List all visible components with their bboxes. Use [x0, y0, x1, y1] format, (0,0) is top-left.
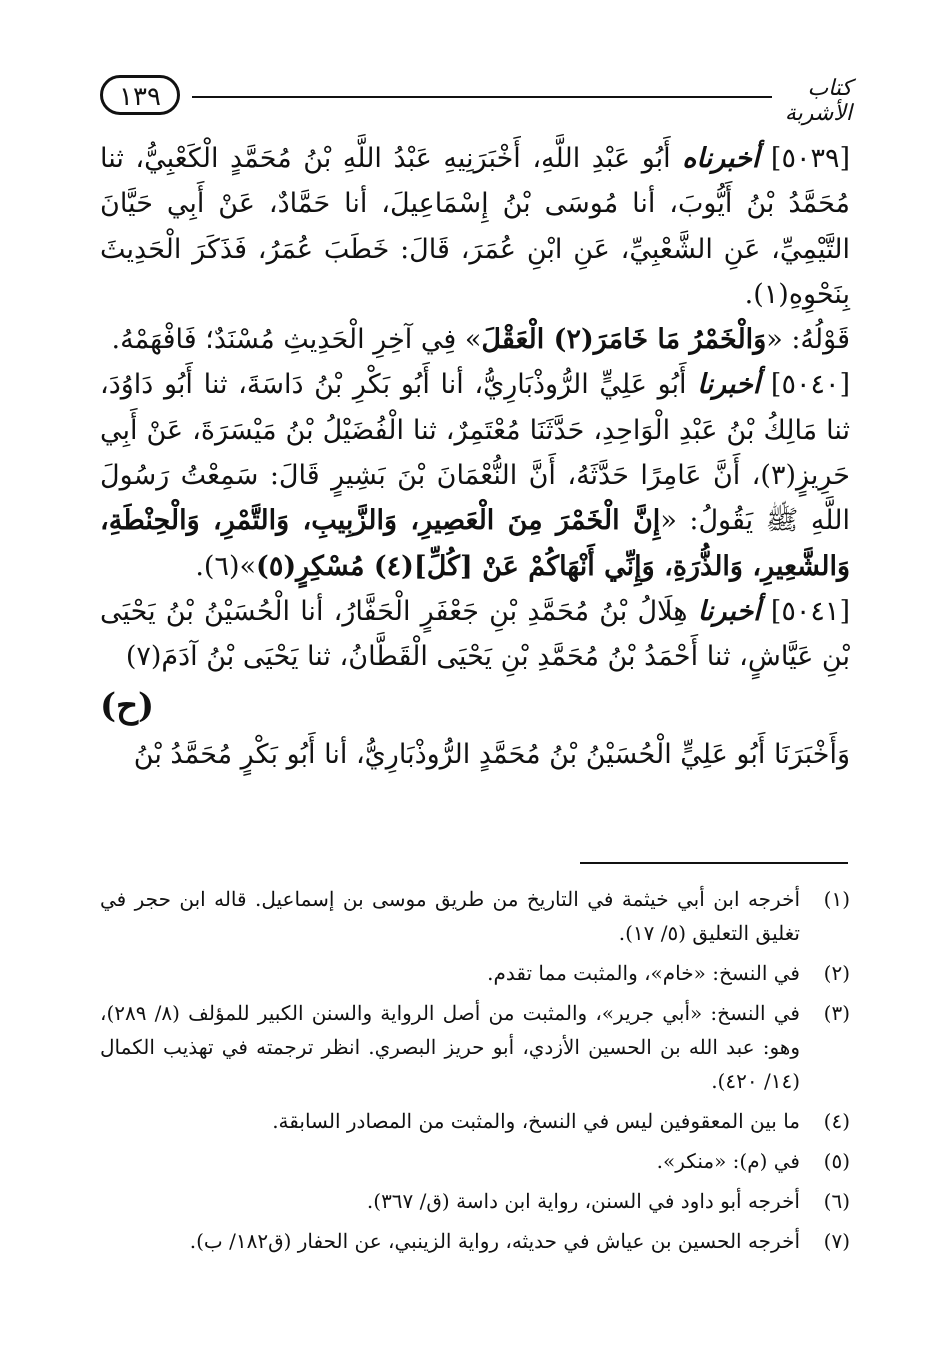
- footnote-number: (٣): [823, 1001, 850, 1025]
- footnote: [100, 956, 850, 990]
- footnote-number: (٦): [823, 1189, 850, 1213]
- hadith-lead: أخبرناه: [682, 143, 760, 174]
- hadith-lead: أخبرنا: [697, 595, 761, 627]
- page-number: ١٣٩: [100, 75, 180, 115]
- footnote-number: (٧): [823, 1229, 850, 1253]
- hadith-lead: أخبرنا: [697, 369, 761, 401]
- hadith-end: »(٦).: [195, 550, 257, 582]
- qawl-note: [100, 317, 850, 362]
- hadith-5041: [100, 589, 850, 777]
- footnote-number: (٤): [823, 1109, 850, 1133]
- ha-marker: (ح): [100, 685, 155, 726]
- footnote: [100, 1224, 850, 1258]
- qawl-bold: وَالْخَمْرُ مَا خَامَرَ(٢) الْعَقْلَ: [481, 324, 767, 356]
- hadith-text: أَبُو عَلِيٍّ الرُّوذْبَارِيُّ، أنا أَبُو بَكْرِ بْنُ دَاسَةَ، ثنا أَبُو دَاوُدَ، ثنا مَالِكُ بْنُ عَبْدِ الْوَاحِدِ، حَدَّثَنَا مُعْتَمِرٌ، ثنا الْفُضَيْلُ بْنُ مَيْسَرَةَ، عَنْ أَبِي حَرِيزٍ(٣)، أَنَّ عَامِرًا حَدَّثَهُ، أَنَّ النُّعْمَانَ بْنَ بَشِيرٍ قَالَ: سَمِعْتُ رَسُولَ اللَّهِ ﷺ يَقُولُ: «: [100, 369, 850, 537]
- header-rule: [192, 96, 772, 98]
- hadith-continuation: وَأَخْبَرَنَا أَبُو عَلِيٍّ الْحُسَيْنُ بْنُ مُحَمَّدٍ الرُّوذْبَارِيُّ، أنا أَبُو بَكْرٍ مُحَمَّدُ بْنُ: [133, 738, 850, 770]
- footnote-text: في النسخ: «خام»، والمثبت مما تقدم.: [487, 961, 800, 985]
- footnote: [100, 996, 850, 1098]
- footnote: [100, 882, 850, 950]
- footnote-number: (١): [823, 887, 850, 911]
- footnote-number: (٥): [823, 1149, 850, 1173]
- hadith-5040: [100, 362, 850, 588]
- hadith-number: [٥٠٣٩]: [770, 143, 850, 174]
- hadith-text: أَبُو عَبْدِ اللَّهِ، أَخْبَرَنِيهِ عَبْدُ اللَّهِ بْنُ مُحَمَّدٍ الْكَعْبِيُّ، ثنا مُحَمَّدُ بْنُ أَيُّوبَ، أنا مُوسَى بْنُ إِسْمَاعِيلَ، أنا حَمَّادٌ، عَنْ أَبِي حَيَّانَ التَّيْمِيِّ، عَنِ الشَّعْبِيِّ، عَنِ ابْنِ عُمَرَ، قَالَ: خَطَبَ عُمَرُ، فَذَكَرَ الْحَدِيثَ بِنَحْوِهِ(١).: [100, 143, 850, 310]
- book-title: كتاب الأشربة: [784, 76, 852, 126]
- hadith-quote: إِنَّ الْخَمْرَ مِنَ الْعَصِيرِ، وَالزَّبِيبِ، وَالتَّمْرِ، وَالْحِنْطَةِ، وَالشَّعِيرِ، وَالذُّرَةِ، وَإِنِّي أَنْهَاكُمْ عَنْ [كُلِّ](٤) مُسْكِرٍ(٥): [100, 505, 850, 582]
- footnote-text: في النسخ: «أبي جرير»، والمثبت من أصل الرواية والسنن الكبير للمؤلف (٨/ ٢٨٩)، وهو: عبد الله بن الحسين الأزدي، أبو حريز البصري. انظر ترجمته في تهذيب الكمال (١٤/ ٤٢٠).: [100, 1001, 800, 1093]
- hadith-number: [٥٠٤١]: [770, 595, 850, 627]
- footnote: [100, 1144, 850, 1178]
- hadith-text: هِلَالُ بْنُ مُحَمَّدِ بْنِ جَعْفَرٍ الْحَفَّارُ، أنا الْحُسَيْنُ بْنُ يَحْيَى بْنِ عَيَّاشٍ، ثنا أَحْمَدُ بْنُ مُحَمَّدِ بْنِ يَحْيَى الْقَطَّانُ، ثنا يَحْيَى بْنُ آدَمَ(٧): [100, 595, 850, 673]
- hadith-number: [٥٠٤٠]: [770, 369, 850, 401]
- footnote: [100, 1184, 850, 1218]
- footnote-text: أخرجه الحسين بن عياش في حديثه، رواية الزينبي، عن الحفار (ق١٨٢/ ب).: [189, 1229, 800, 1253]
- footnote-text: ما بين المعقوفين ليس في النسخ، والمثبت من المصادر السابقة.: [272, 1109, 800, 1133]
- page-header: [100, 70, 852, 130]
- footnote-separator: [580, 862, 848, 864]
- footnote: [100, 1104, 850, 1138]
- footnote-number: (٢): [823, 961, 850, 985]
- footnote-text: أخرجه أبو داود في السنن، رواية ابن داسة (ق/ ٣٦٧).: [366, 1189, 800, 1213]
- footnote-text: أخرجه ابن أبي خيثمة في التاريخ من طريق موسى بن إسماعيل. قاله ابن حجر في تغليق التعليق (٥/ ١٧).: [100, 887, 800, 945]
- main-text: [100, 136, 850, 777]
- qawl-prefix: قَوْلُهُ: «: [766, 324, 850, 356]
- footnotes: [100, 882, 850, 1264]
- hadith-5039: [100, 136, 850, 317]
- qawl-suffix: » فِي آخِرِ الْحَدِيثِ مُسْنَدٌ؛ فَافْهَمْهُ.: [111, 324, 482, 356]
- footnote-text: في (م): «منكر».: [656, 1149, 800, 1173]
